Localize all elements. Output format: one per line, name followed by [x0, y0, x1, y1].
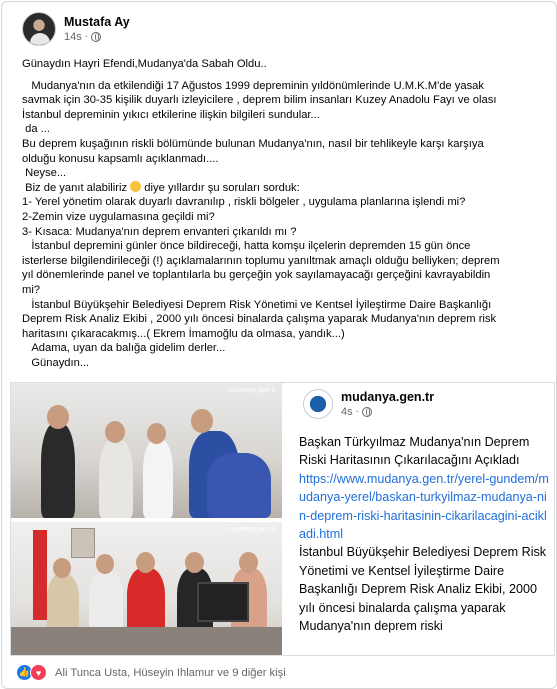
reactions-bar[interactable] [16, 664, 286, 681]
post-line: Mudanya'nın da etkilendiği 17 Ağustos 1999 depreminin yıldönümlerinde U.M.K.M'de yasak [22, 79, 484, 92]
post-card [1, 1, 557, 689]
shared-body: İstanbul Büyükşehir Belediyesi Deprem Risk Yönetimi ve Kentsel İyileştirme Daire Başkanlığı Deprem Risk Analiz Ekibi, 2000 yılı öncesi binalarda çalışma yaparak Mudanya'nın deprem riski [299, 545, 547, 634]
shared-post-content [293, 383, 551, 655]
post-text [22, 57, 542, 370]
like-reaction-icon: 👍 [16, 664, 33, 681]
shared-post-text [299, 433, 549, 635]
shared-post-card[interactable] [10, 382, 555, 656]
source-name[interactable]: mudanya.gen.tr [341, 389, 435, 404]
post-line: Günaydın... [22, 356, 90, 369]
photo-watermark: mudanya.gen.tr [227, 526, 276, 533]
post-line: 3- Kısaca: Mudanya'nın deprem envanteri çıkarıldı mı ? [22, 225, 297, 238]
post-line: olduğu konusu kapsamlı açıklanmadı.... [22, 152, 219, 165]
post-line: İstanbul Büyükşehir Belediyesi Deprem Risk Yönetimi ve Kentsel İyileştirme Daire Başkanlığı [22, 298, 492, 311]
post-line: Adama, uyan da balığa gidelim derler... [22, 342, 226, 355]
post-line: da ... [22, 123, 50, 136]
source-time[interactable]: 4s [341, 405, 353, 418]
post-line: Biz de yanıt alabiliriz diye yıllardır şu soruları sorduk: [22, 181, 300, 194]
shared-source-header [303, 389, 434, 419]
post-line: Günaydın Hayri Efendi,Mudanya'da Sabah Oldu.. [22, 58, 267, 70]
post-header [22, 12, 130, 46]
post-line: Bu deprem kuşağının riskli bölümünde bulunan Mudanya'nın, nasıl bir tehlikeyle karşı karşıya [22, 137, 484, 150]
shared-photo-1[interactable] [11, 383, 282, 518]
photo-watermark: mudanya.gen.tr [227, 387, 276, 394]
shared-link[interactable]: https://www.mudanya.gen.tr/yerel-gundem/mudanya-yerel/baskan-turkyilmaz-mudanya-nin-deprem-riski-haritasinin-cikarilacagini-acikladi.html [299, 471, 549, 542]
reactions-text[interactable]: Ali Tunca Usta, Hüseyin Ihlamur ve 9 diğer kişi [55, 666, 286, 679]
shared-headline: Başkan Türkyılmaz Mudanya'nın Deprem Riski Haritasının Çıkarılacağını Açıkladı [299, 435, 530, 468]
post-line: yıl dönemlerinde panel ve toplantılarla bu gerçeğin yok sayılamayacağı gerçeğini kavrayabildin [22, 269, 491, 282]
author-avatar[interactable] [22, 12, 56, 46]
post-line: Neyse... [22, 167, 67, 180]
shared-photo-2[interactable] [11, 522, 282, 655]
source-meta: 4s · [341, 405, 434, 419]
post-line: 1- Yerel yönetim olarak duyarlı davranılıp , riskli bölgeler , uygulama planlarına işlendi mi? [22, 196, 466, 209]
post-time[interactable]: 14s [64, 30, 82, 43]
post-line: 2-Zemin vize uygulamasına geçildi mi? [22, 210, 215, 223]
source-logo[interactable] [303, 389, 333, 419]
post-line: mi? [22, 283, 41, 296]
globe-icon [91, 32, 101, 42]
post-line: İstanbul depreminin yıkıcı etkilerine ilişkin bilgileri sundular... [22, 108, 320, 121]
love-reaction-icon: ♥ [30, 664, 47, 681]
post-line: isterlerse bilgilendirileceği (!) açıklamalarının toplumu yanıltmak amaçlı olduğu belliyken; deprem [22, 254, 500, 267]
post-line: savmak için 30-35 kişilik duyarlı izleyicilere , deprem bilim insanları Kuzey Anadolu Fayı ve olası [22, 94, 497, 107]
smile-emoji-icon [130, 181, 141, 192]
author-name[interactable]: Mustafa Ay [64, 14, 130, 29]
post-line: Deprem Risk Analiz Ekibi , 2000 yılı öncesi binalarda çalışma yaparak Mudanya'nın deprem risk [22, 313, 497, 326]
post-line: İstanbul depremini günler önce bildireceği, hatta komşu ilçelerin depremden 15 gün önce [22, 240, 471, 253]
post-meta: 14s · [64, 30, 130, 44]
globe-icon [362, 407, 372, 417]
post-line: haritasını çıkaracakmış...( Ekrem İmamoğlu da olmasa, yandık...) [22, 327, 345, 340]
